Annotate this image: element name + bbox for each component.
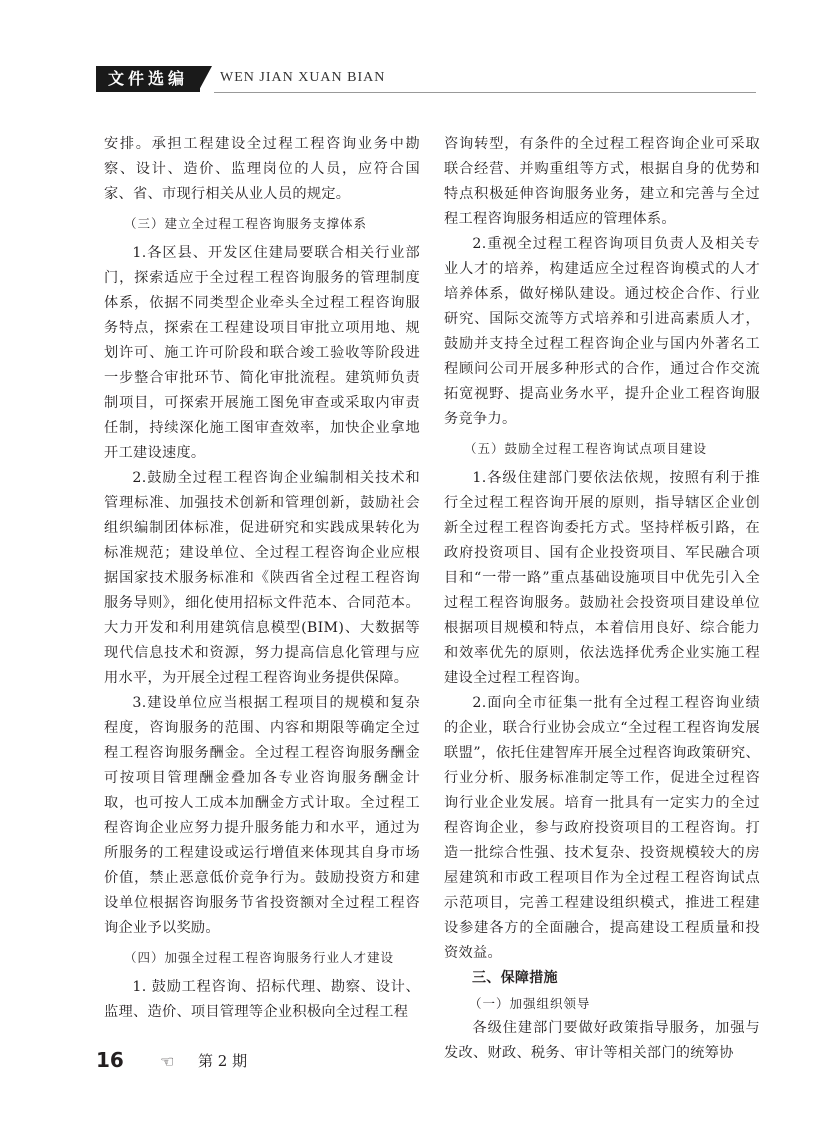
paragraph: 2.鼓励全过程工程咨询企业编制相关技术和管理标准、加强技术创新和管理创新，鼓励社会组织编制团体标准，促进研究和实践成果转化为标准规范；建设单位、全过程工程咨询企业应根据国家技术服务标准和《陕西省全过程工程咨询服务导则》，细化使用招标文件范本、合同范本。大力开发和利用建筑信息模型(BIM)、大数据等现代信息技术和资源，努力提高信息化管理与应用水平，为开展全过程工程咨询业务提供保障。 [104,470,420,686]
section-heading: （三）建立全过程工程咨询服务支撑体系 [124,216,368,231]
section-heading: （四）加强全过程工程咨询服务行业人才建设 [124,950,395,965]
left-column [104,132,420,1025]
paragraph: 1.各区县、开发区住建局要联合相关行业部门，探索适应于全过程工程咨询服务的管理制度体系，依据不同类型企业牵头全过程工程咨询服务特点，探索在工程建设项目审批立项用地、规划许可、施工许可阶段和联合竣工验收等阶段进一步整合审批环节、简化审批流程。建筑师负责制项目，可探索开展施工图免审查或采取内审责任制，持续深化施工图审查效率，加快企业拿地开工建设速度。 [104,245,420,461]
header-rule [214,92,756,93]
paragraph: 安排。承担工程建设全过程工程咨询业务中勘察、设计、造价、监理岗位的人员，应符合国家、省、市现行相关从业人员的规定。 [104,136,420,202]
paragraph: 咨询转型，有条件的全过程工程咨询企业可采取联合经营、并购重组等方式，根据自身的优势和特点积极延伸咨询服务业务，建立和完善与全过程工程咨询服务相适应的管理体系。 [444,136,760,227]
right-column [444,132,760,1066]
paragraph: 1. 鼓励工程咨询、招标代理、勘察、设计、监理、造价、项目管理等企业积极向全过程工程 [104,979,420,1020]
header-slash-decoration [198,66,212,92]
page-number: 16 [96,1048,124,1072]
paragraph: 2.重视全过程工程咨询项目负责人及相关专业人才的培养，构建适应全过程咨询模式的人才培养体系，做好梯队建设。通过校企合作、行业研究、国际交流等方式培养和引进高素质人才，鼓励并支持全过程工程咨询企业与国内外著名工程顾问公司开展多种形式的合作，通过合作交流拓宽视野、提高业务水平，提升企业工程咨询服务竞争力。 [444,236,760,427]
section-title-en: WEN JIAN XUAN BIAN [220,70,386,85]
running-header [96,62,756,96]
section-tab-cn: 文件选编 [96,66,200,92]
issue-label: 第 2 期 [198,1052,248,1070]
paragraph: 3.建设单位应当根据工程项目的规模和复杂程度，咨询服务的范围、内容和期限等确定全过程工程咨询服务酬金。全过程工程咨询服务酬金可按项目管理酬金叠加各专业咨询服务酬金计取，也可按人工成本加酬金方式计取。全过程工程咨询企业应努力提升服务能力和水平，通过为所服务的工程建设或运行增值来体现其自身市场价值，禁止恶意低价竞争行为。鼓励投资方和建设单位根据咨询服务节省投资额对全过程工程咨询企业予以奖励。 [104,695,420,936]
section-heading: （五）鼓励全过程工程咨询试点项目建设 [464,441,708,456]
section-heading: 三、保障措施 [472,970,558,986]
pointing-hand-icon: ☜ [160,1052,175,1071]
section-heading: （一）加强组织领导 [469,996,591,1011]
paragraph: 1.各级住建部门要依法依规，按照有利于推行全过程工程咨询开展的原则，指导辖区企业创新全过程工程咨询委托方式。坚持样板引路，在政府投资项目、国有企业投资项目、军民融合项目和“一带一路”重点基础设施项目中优先引入全过程工程咨询服务。鼓励社会投资项目建设单位根据项目规模和特点，本着信用良好、综合能力和效率优先的原则，依法选择优秀企业实施工程建设全过程工程咨询。 [444,470,760,686]
paragraph: 各级住建部门要做好政策指导服务，加强与发改、财政、税务、审计等相关部门的统筹协 [444,1020,760,1061]
paragraph: 2.面向全市征集一批有全过程工程咨询业绩的企业，联合行业协会成立“全过程工程咨询发展联盟”，依托住建智库开展全过程咨询政策研究、行业分析、服务标准制定等工作，促进全过程咨询行业企业发展。培育一批具有一定实力的全过程咨询企业，参与政府投资项目的工程咨询。打造一批综合性强、技术复杂、投资规模较大的房屋建筑和市政工程项目作为全过程工程咨询试点示范项目，完善工程建设组织模式，推进工程建设参建各方的全面融合，提高建设工程质量和投资效益。 [444,695,760,961]
